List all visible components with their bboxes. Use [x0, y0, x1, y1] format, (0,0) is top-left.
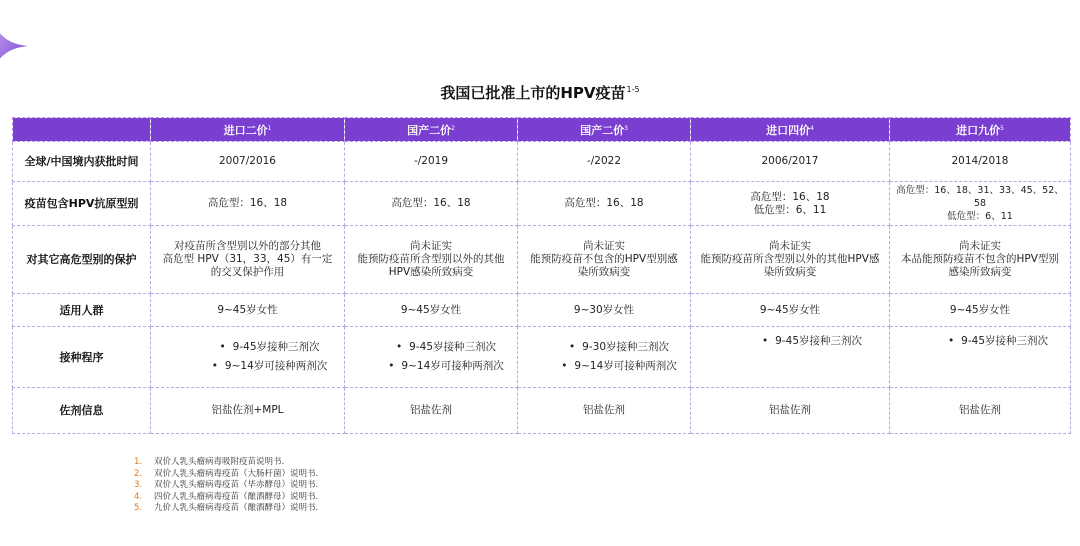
page-title — [0, 82, 1080, 103]
cell-line: 尚未证实 — [769, 240, 811, 252]
table-row-cross-protection — [13, 226, 1071, 294]
table-cell: -/2022 — [518, 142, 691, 182]
table-cell — [691, 182, 890, 226]
table-cell: 铝盐佐剂 — [890, 388, 1071, 434]
table-cell — [691, 226, 890, 294]
cell-line: 感染所致病变 — [948, 266, 1012, 278]
table-cell — [890, 226, 1071, 294]
table-row-approval — [13, 142, 1071, 182]
table-cell — [345, 327, 518, 388]
table-cell: 铝盐佐剂 — [691, 388, 890, 434]
header-import-nonavalent: 进口九价$^5$ — [890, 118, 1071, 142]
header-import-bivalent: 进口二价$^1$ — [151, 118, 345, 142]
bullet-item: • 9-45岁接种三剂次 — [694, 335, 886, 348]
table-cell — [691, 327, 890, 388]
cell-line: 低危型：6、11 — [753, 203, 827, 216]
references-list — [134, 457, 318, 515]
cell-line: 低危型：6、11 — [947, 211, 1013, 222]
bullet-item: • 9-45岁接种三剂次 — [893, 335, 1067, 348]
cell-line: 高危型：16、18、31、33、45、52、58 — [896, 185, 1064, 209]
reference-item: 5. 九价人乳头瘤病毒疫苗（酿酒酵母）说明书. — [134, 503, 319, 513]
table-cell: 2007/2016 — [151, 142, 345, 182]
title-text: 我国已批准上市的HPV疫苗 — [440, 84, 626, 102]
cell-line: HPV感染所致病变 — [388, 266, 474, 278]
table-cell: 9~45岁女性 — [890, 294, 1071, 327]
cell-line: 染所致病变 — [577, 266, 631, 278]
cell-line: 染所致病变 — [763, 266, 817, 278]
table-cell — [151, 226, 345, 294]
row-label-schedule: 接种程序 — [13, 327, 151, 388]
bullet-item: • 9~14岁可接种两剂次 — [154, 360, 341, 373]
table-cell: 高危型：16、18 — [518, 182, 691, 226]
table-cell: 9~45岁女性 — [151, 294, 345, 327]
reference-item: 4. 四价人乳头瘤病毒疫苗（酿酒酵母）说明书. — [134, 491, 319, 502]
cell-line: 能预防疫苗不包含的HPV型别感 — [530, 253, 678, 265]
table-cell: 9~30岁女性 — [518, 294, 691, 327]
header-domestic-bivalent-2: 国产二价$^3$ — [518, 118, 691, 142]
table-cell — [518, 226, 691, 294]
row-label-adjuvant: 佐剂信息 — [13, 388, 151, 434]
cell-line: 高危型：16、18 — [750, 190, 830, 203]
cell-line: 高危型 HPV（31，33，45）有一定 — [162, 253, 333, 265]
bullet-item: • 9-45岁接种三剂次 — [154, 341, 341, 354]
header-import-quadrivalent: 进口四价$^4$ — [691, 118, 890, 142]
table-cell: 9~45岁女性 — [691, 294, 890, 327]
table-cell — [518, 327, 691, 388]
header-blank-cell — [13, 118, 151, 142]
reference-item: 2. 双价人乳头瘤病毒疫苗（大肠杆菌）说明书. — [134, 468, 319, 479]
title-superscript: 1-5 — [626, 85, 640, 94]
table-cell: 高危型：16、18 — [345, 182, 518, 226]
table-cell: 铝盐佐剂+MPL — [151, 388, 345, 434]
table-header-row — [13, 118, 1071, 142]
hpv-vaccine-table — [12, 117, 1071, 434]
table-row-antigen-types — [13, 182, 1071, 226]
bullet-item: • 9-45岁接种三剂次 — [348, 341, 514, 354]
table-row-adjuvant — [13, 388, 1071, 434]
table-row-population — [13, 294, 1071, 327]
header-domestic-bivalent-1: 国产二价$^2$ — [345, 118, 518, 142]
row-label-population: 适用人群 — [13, 294, 151, 327]
row-label-antigen-types: 疫苗包含HPV抗原型别 — [13, 182, 151, 226]
cell-line: 对疫苗所含型别以外的部分其他 — [174, 240, 321, 252]
cell-line: 尚未证实 — [959, 240, 1001, 252]
bullet-item: • 9-30岁接种三剂次 — [521, 341, 687, 354]
corner-decoration-shape — [0, 18, 28, 74]
table-cell: 2006/2017 — [691, 142, 890, 182]
table-cell — [890, 182, 1071, 226]
bullet-item: • 9~14岁可接种两剂次 — [521, 360, 687, 373]
cell-line: 尚未证实 — [410, 240, 452, 252]
table-cell: 铝盐佐剂 — [518, 388, 691, 434]
reference-item: 1. 双价人乳头瘤病毒吸附疫苗说明书. — [134, 457, 285, 467]
cell-line: 能预防疫苗所含型别以外的其他 — [357, 253, 505, 265]
cell-line: 本品能预防疫苗不包含的HPV型别 — [901, 253, 1059, 265]
table-cell: 铝盐佐剂 — [345, 388, 518, 434]
cell-line: 的交叉保护作用 — [210, 266, 285, 278]
table-cell — [890, 327, 1071, 388]
table-cell: 高危型：16、18 — [151, 182, 345, 226]
row-label-cross-protection: 对其它高危型别的保护 — [13, 226, 151, 294]
table-cell — [151, 327, 345, 388]
cell-line: 能预防疫苗所含型别以外的其他HPV感 — [700, 253, 880, 265]
table-cell: 2014/2018 — [890, 142, 1071, 182]
table-cell: -/2019 — [345, 142, 518, 182]
table-row-schedule — [13, 327, 1071, 388]
table-cell — [345, 226, 518, 294]
bullet-item: • 9~14岁可接种两剂次 — [348, 360, 514, 373]
row-label-approval: 全球/中国境内获批时间 — [13, 142, 151, 182]
cell-line: 尚未证实 — [583, 240, 625, 252]
table-cell: 9~45岁女性 — [345, 294, 518, 327]
reference-item: 3. 双价人乳头瘤病毒疫苗（毕赤酵母）说明书. — [134, 480, 319, 490]
